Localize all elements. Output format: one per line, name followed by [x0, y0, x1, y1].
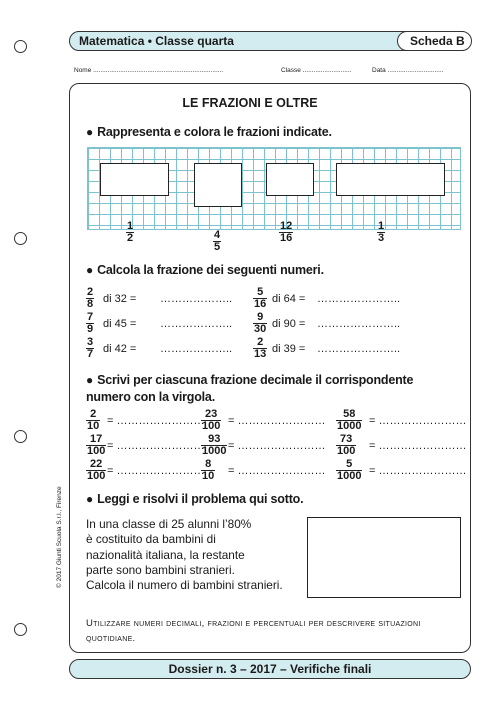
problem-line: è costituito da bambini di: [86, 532, 216, 547]
binder-hole-upper-middle: [14, 232, 27, 245]
ex2-expression: di 45 =: [103, 318, 137, 330]
ex2-answer-blank[interactable]: …………………..: [317, 343, 401, 355]
ex2-expression: di 42 =: [103, 343, 137, 355]
problem-line: nazionalità italiana, la restante: [86, 547, 245, 562]
fraction-rectangle-3[interactable]: [266, 163, 314, 196]
ex3-fraction: $\frac{23}{100}$: [202, 408, 221, 432]
learning-goal-note: Utilizzare numeri decimali, frazioni e percentuali per descrivere situazioni quotidiane.: [86, 618, 421, 644]
ex3-fraction: $\frac{5}{1000}$: [337, 458, 362, 482]
ex2-answer-blank[interactable]: …………………..: [317, 293, 401, 305]
ex2-expression: di 39 =: [272, 343, 306, 355]
ex1-fraction: $\frac{1}{3}$: [378, 220, 385, 244]
ex2-answer-blank[interactable]: ………………..: [160, 318, 233, 330]
ex2-fraction: $\frac{3}{7}$: [87, 336, 94, 360]
ex3-fraction: $\frac{17}{100}$: [87, 433, 106, 457]
problem-line: Calcola il numero di bambini stranieri.: [86, 578, 283, 593]
binder-hole-bottom: [14, 623, 27, 636]
header-bar: [69, 31, 471, 51]
bullet-icon: ●: [86, 492, 94, 506]
ex3-fraction: $\frac{93}{1000}$: [202, 433, 227, 457]
ex3-answer-blank[interactable]: = ……………………: [228, 440, 326, 452]
fraction-rectangle-2[interactable]: [194, 163, 242, 207]
square-grid: [87, 147, 461, 230]
worksheet-title: LE FRAZIONI E OLTRE: [182, 96, 318, 110]
sheet-label: Scheda B: [410, 34, 465, 48]
binder-hole-lower-middle: [14, 430, 27, 443]
bullet-icon: ●: [86, 125, 94, 139]
ex3-answer-blank[interactable]: = ……………………: [107, 465, 205, 477]
ex2-fraction: $\frac{2}{8}$: [87, 286, 94, 310]
ex2-answer-blank[interactable]: ………………..: [160, 293, 233, 305]
copyright-notice: © 2017 Giunti Scuola S.r.l., Firenze: [56, 486, 63, 588]
ex2-expression: di 64 =: [272, 293, 306, 305]
ex2-fraction: $\frac{9}{30}$: [254, 311, 267, 335]
footer-label: Dossier n. 3 – 2017 – Verifiche finali: [168, 662, 372, 676]
name-field[interactable]: Nome ........................................................................: [74, 67, 224, 74]
problem-line: parte sono bambini stranieri.: [86, 562, 235, 577]
ex1-fraction: $\frac{1}{2}$: [127, 220, 134, 244]
ex3-answer-blank[interactable]: = ……………………: [369, 465, 467, 477]
ex2-fraction: $\frac{5}{16}$: [254, 286, 267, 310]
bullet-icon: ●: [86, 373, 94, 387]
sheet-tab: [397, 31, 472, 51]
exercise-1-prompt: ● Rappresenta e colora le frazioni indicate.: [86, 125, 332, 139]
footer-bar: [69, 659, 471, 679]
ex3-fraction: $\frac{2}{10}$: [87, 408, 100, 432]
fraction-rectangle-4[interactable]: [336, 163, 445, 196]
ex2-answer-blank[interactable]: …………………..: [317, 318, 401, 330]
ex2-expression: di 90 =: [272, 318, 306, 330]
ex1-fraction: $\frac{12}{16}$: [280, 220, 293, 244]
problem-line: In una classe di 25 alunni l’80%: [86, 517, 252, 531]
binder-hole-top: [14, 40, 27, 53]
ex3-answer-blank[interactable]: = ……………………: [369, 440, 467, 452]
ex3-answer-blank[interactable]: = ……………………: [107, 415, 205, 427]
exercise-3-prompt-line-2: numero con la virgola.: [86, 390, 215, 404]
ex3-fraction: $\frac{58}{1000}$: [337, 408, 362, 432]
class-field[interactable]: Classe ...........................: [281, 67, 352, 74]
problem-text: [86, 517, 283, 593]
fraction-rectangle-1[interactable]: [100, 163, 169, 196]
ex3-answer-blank[interactable]: = ……………………: [228, 465, 326, 477]
exercise-4-prompt: ● Leggi e risolvi il problema qui sotto.: [86, 492, 304, 506]
ex2-fraction: $\frac{7}{9}$: [87, 311, 94, 335]
ex3-fraction: $\frac{22}{100}$: [87, 458, 106, 482]
exercise-3-prompt: ● Scrivi per ciascuna frazione decimale il corrispondente numero con la virgola.: [86, 373, 414, 404]
ex1-fraction: $\frac{4}{5}$: [214, 229, 221, 253]
ex3-fraction: $\frac{73}{100}$: [337, 433, 356, 457]
ex2-fraction: $\frac{2}{13}$: [254, 336, 267, 360]
ex3-answer-blank[interactable]: = ……………………: [228, 415, 326, 427]
ex3-fraction: $\frac{8}{10}$: [202, 458, 215, 482]
subject-label: Matematica • Classe quarta: [79, 34, 234, 48]
ex2-expression: di 32 =: [103, 293, 137, 305]
date-field[interactable]: Data ...............................: [372, 67, 444, 74]
problem-answer-box[interactable]: [307, 517, 461, 598]
bullet-icon: ●: [86, 263, 94, 277]
ex2-answer-blank[interactable]: ………………..: [160, 343, 233, 355]
ex3-answer-blank[interactable]: = ……………………: [107, 440, 205, 452]
exercise-2-prompt: ● Calcola la frazione dei seguenti numeri.: [86, 263, 324, 277]
ex3-answer-blank[interactable]: = ……………………: [369, 415, 467, 427]
